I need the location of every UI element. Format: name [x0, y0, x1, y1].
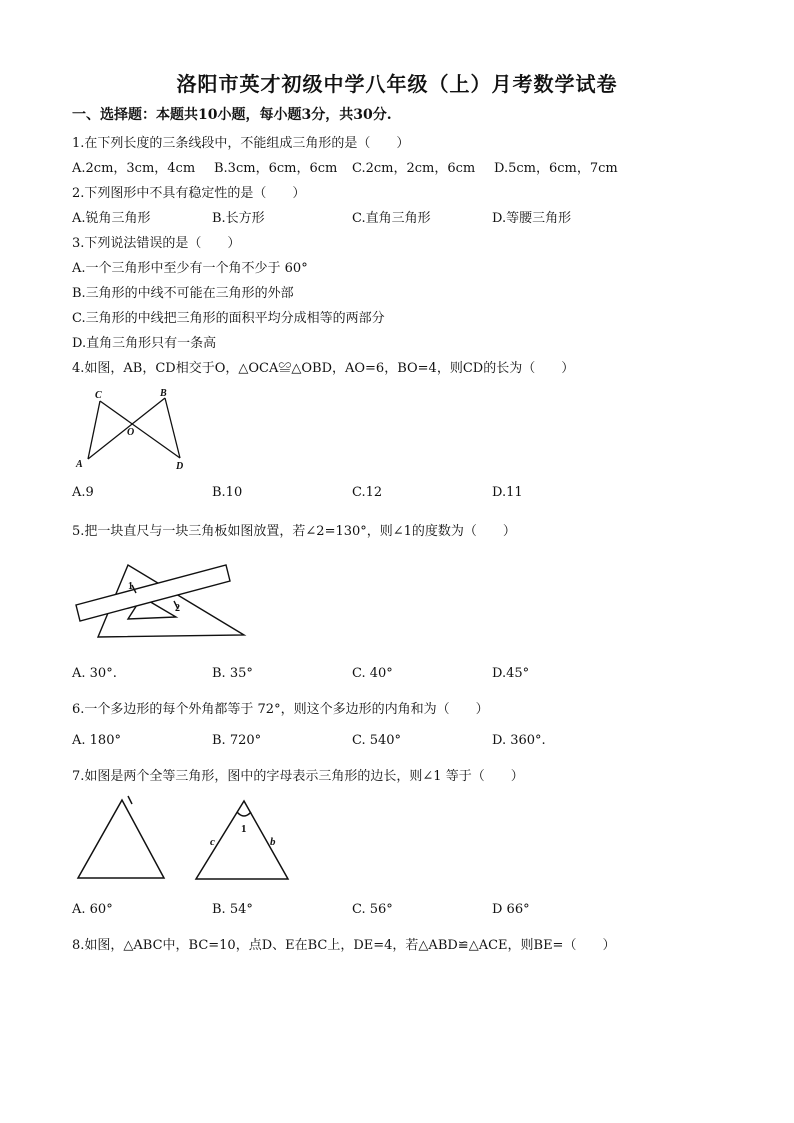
q6-option-c[interactable]: C. 540° [352, 733, 402, 748]
question-1-stem: 1.在下列长度的三条线段中，不能组成三角形的是（ ） [72, 136, 410, 151]
q5-figure-ruler-triangle [72, 555, 252, 647]
question-2-stem: 2.下列图形中不具有稳定性的是（ ） [72, 186, 306, 201]
q1-option-a[interactable]: A.2cm，3cm，4cm [72, 161, 196, 176]
q4-label-b: B [160, 388, 167, 399]
q3-option-b[interactable]: B.三角形的中线不可能在三角形的外部 [72, 286, 294, 301]
q1-option-d[interactable]: D.5cm，6cm，7cm [494, 161, 618, 176]
question-8-stem: 8.如图，△ABC中，BC=10，点D、E在BC上，DE=4，若△ABD≌△ACE，则BE=（ ） [72, 938, 616, 953]
q7-left-apex-mark [128, 796, 132, 804]
q5-option-b[interactable]: B. 35° [212, 666, 253, 681]
q5-option-c[interactable]: C. 40° [352, 666, 393, 681]
q1-option-b[interactable]: B.3cm，6cm，6cm [214, 161, 338, 176]
q4-option-a[interactable]: A.9 [72, 485, 94, 500]
q4-label-a: A [76, 459, 83, 470]
q4-option-d[interactable]: D.11 [492, 485, 523, 500]
q7-label-c: c [210, 836, 215, 848]
q1-option-c[interactable]: C.2cm，2cm，6cm [352, 161, 476, 176]
q3-option-a[interactable]: A.一个三角形中至少有一个角不少于 60° [72, 261, 308, 276]
question-3-stem: 3.下列说法错误的是（ ） [72, 236, 241, 251]
q4-option-c[interactable]: C.12 [352, 485, 383, 500]
q5-option-d[interactable]: D.45° [492, 666, 530, 681]
q2-option-d[interactable]: D.等腰三角形 [492, 211, 572, 226]
page-title: 洛阳市英才初级中学八年级（上）月考数学试卷 [176, 72, 618, 96]
q2-option-b[interactable]: B.长方形 [212, 211, 265, 226]
q7-option-b[interactable]: B. 54° [212, 902, 253, 917]
q7-figure-triangle-left [72, 790, 172, 885]
q7-angle-1-arc [237, 812, 251, 816]
q3-option-d[interactable]: D.直角三角形只有一条高 [72, 336, 217, 351]
q6-option-b[interactable]: B. 720° [212, 733, 262, 748]
q3-option-c[interactable]: C.三角形的中线把三角形的面积平均分成相等的两部分 [72, 311, 385, 326]
q6-option-d[interactable]: D. 360°. [492, 733, 546, 748]
q7-option-a[interactable]: A. 60° [72, 902, 113, 917]
q7-option-d[interactable]: D 66° [492, 902, 530, 917]
section-heading: 一、选择题：本题共10小题，每小题3分，共30分. [72, 107, 392, 123]
q4-label-o: O [127, 427, 135, 438]
q5-label-1: 1 [128, 581, 133, 592]
question-7-stem: 7.如图是两个全等三角形，图中的字母表示三角形的边长，则∠1 等于（ ） [72, 769, 524, 784]
q4-label-c: C [95, 390, 102, 401]
q7-label-b: b [270, 836, 276, 848]
q7-label-1: 1 [241, 823, 247, 835]
question-4-stem: 4.如图，AB，CD相交于O，△OCA≌△OBD，AO=6，BO=4，则CD的长为（ ） [72, 361, 575, 376]
question-5-stem: 5.把一块直尺与一块三角板如图放置，若∠2=130°，则∠1的度数为（ ） [72, 524, 516, 539]
q4-figure-crossed-triangles [72, 385, 197, 475]
q5-option-a[interactable]: A. 30°. [72, 666, 117, 681]
q7-left-triangle [78, 800, 164, 878]
q6-option-a[interactable]: A. 180° [72, 733, 121, 748]
q4-label-d: D [176, 461, 184, 472]
q5-label-2: 2 [175, 603, 180, 614]
question-6-stem: 6.一个多边形的每个外角都等于 72°，则这个多边形的内角和为（ ） [72, 702, 489, 717]
q7-option-c[interactable]: C. 56° [352, 902, 393, 917]
q7-figure-triangle-right [190, 795, 290, 885]
q4-option-b[interactable]: B.10 [212, 485, 243, 500]
q2-option-c[interactable]: C.直角三角形 [352, 211, 431, 226]
q2-option-a[interactable]: A.锐角三角形 [72, 211, 151, 226]
